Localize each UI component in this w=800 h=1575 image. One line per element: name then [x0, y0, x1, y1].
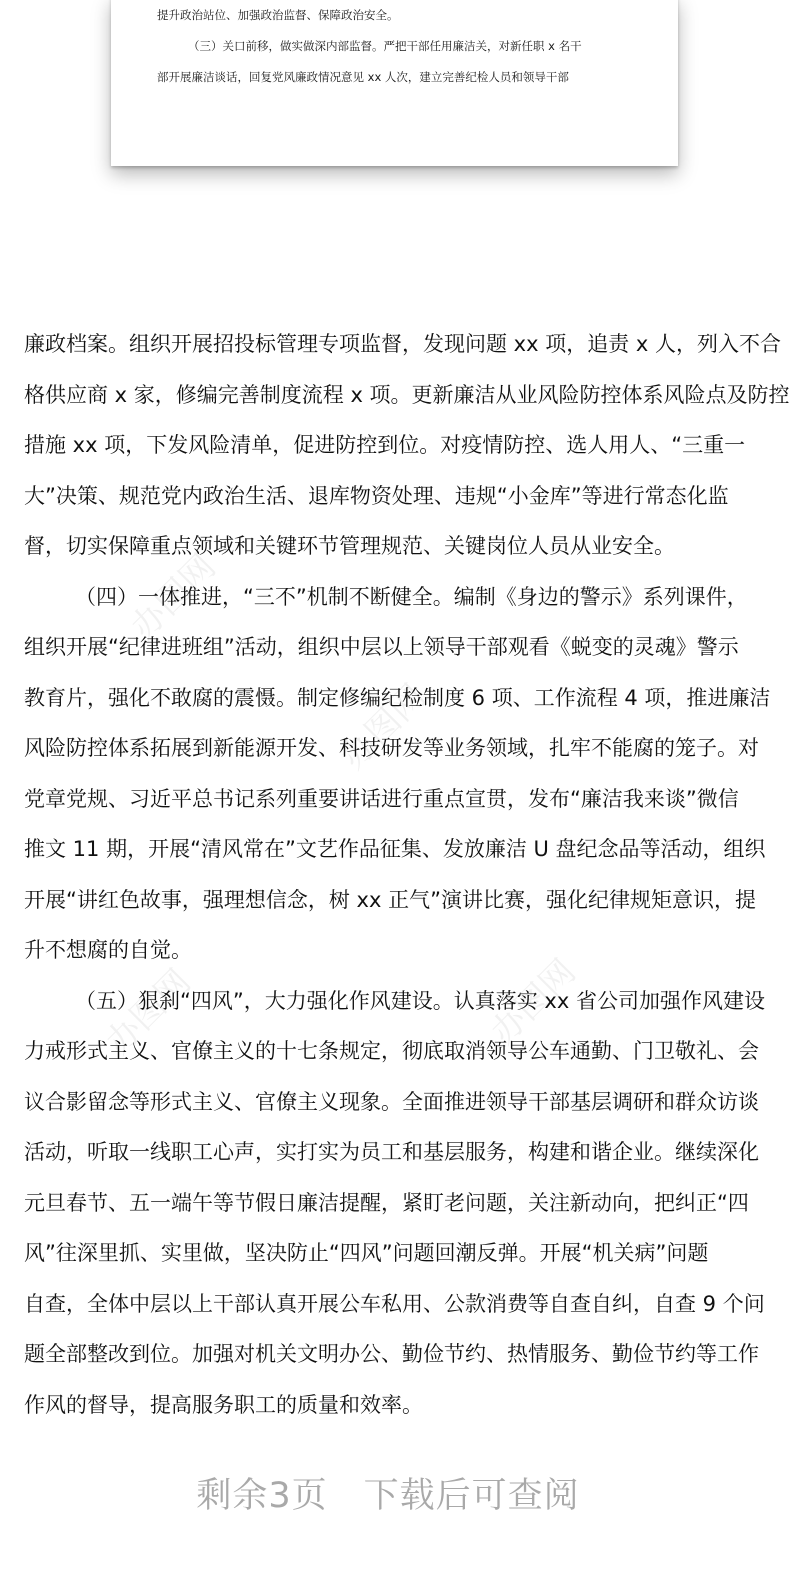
- body-line: 廉政档案。组织开展招投标管理专项监督，发现问题 xx 项，追责 x 人，列入不合: [24, 332, 781, 356]
- remaining-pages-label: 剩余3页: [196, 1476, 328, 1516]
- document-preview-card: [111, 0, 678, 166]
- body-line: 自查，全体中层以上干部认真开展公车私用、公款消费等自查自纠，自查 9 个问: [24, 1291, 765, 1316]
- download-to-view-label: 下载后可查阅: [363, 1476, 580, 1516]
- body-line: 格供应商 x 家，修编完善制度流程 x 项。更新廉洁从业风险防控体系风险点及防控: [24, 382, 790, 407]
- body-line: 元旦春节、五一端午等节假日廉洁提醒，紧盯老问题，关注新动向，把纠正“四: [24, 1190, 749, 1215]
- body-line: 力戒形式主义、官僚主义的十七条规定，彻底取消领导公车通勤、门卫敬礼、会: [24, 1039, 759, 1063]
- body-line: 作风的督导，提高服务职工的质量和效率。: [24, 1392, 423, 1417]
- body-line: 开展“讲红色故事，强理想信念，树 xx 正气”演讲比赛，强化纪律规矩意识，提: [24, 887, 756, 912]
- body-line: 督，切实保障重点领域和关键环节管理规范、关键岗位人员从业安全。: [24, 534, 675, 558]
- preview-line: （三）关口前移，做实做深内部监督。严把干部任用廉洁关，对新任职 x 名干: [188, 39, 582, 53]
- body-line: 题全部整改到位。加强对机关文明办公、勤俭节约、热情服务、勤俭节约等工作: [24, 1342, 759, 1366]
- body-line: 活动，听取一线职工心声，实打实为员工和基层服务，构建和谐企业。继续深化: [24, 1140, 759, 1164]
- preview-line: 部开展廉洁谈话，回复党风廉政情况意见 xx 人次，建立完善纪检人员和领导干部: [157, 70, 569, 84]
- watermark: 办图网: [98, 961, 199, 1063]
- preview-line: 提升政治站位、加强政治监督、保障政治安全。: [157, 8, 399, 22]
- watermark: 办图网: [123, 546, 224, 648]
- download-notice[interactable]: [0, 1468, 776, 1518]
- body-line: 推文 11 期，开展“清风常在”文艺作品征集、发放廉洁 U 盘纪念品等活动，组织: [24, 837, 766, 861]
- section-heading-line: （四）一体推进，“三不”机制不断健全。编制《身边的警示》系列课件，: [75, 584, 748, 609]
- watermark: 办图网: [483, 951, 584, 1053]
- body-line: 党章党规、习近平总书记系列重要讲话进行重点宣贯，发布“廉洁我来谈”微信: [24, 786, 739, 811]
- body-line: 风险防控体系拓展到新能源开发、科技研发等业务领域，扎牢不能腐的笼子。对: [24, 736, 759, 760]
- body-line: 升不想腐的自觉。: [24, 938, 192, 962]
- body-line: 风”往深里抓、实里做，坚决防止“四风”问题回潮反弹。开展“机关病”问题: [24, 1241, 709, 1265]
- body-line: 组织开展“纪律进班组”活动，组织中层以上领导干部观看《蜕变的灵魂》警示: [24, 635, 739, 659]
- body-line: 大”决策、规范党内政治生活、退库物资处理、违规“小金库”等进行常态化监: [24, 483, 729, 508]
- body-line: 教育片，强化不敢腐的震慑。制定修编纪检制度 6 项、工作流程 4 项，推进廉洁: [24, 685, 771, 710]
- body-line: 议合影留念等形式主义、官僚主义现象。全面推进领导干部基层调研和群众访谈: [24, 1089, 759, 1114]
- watermark: 办图网: [333, 676, 434, 778]
- section-heading-line: （五）狠刹“四风”，大力强化作风建设。认真落实 xx 省公司加强作风建设: [75, 988, 765, 1013]
- document-body: [24, 325, 790, 1436]
- body-line: 措施 xx 项，下发风险清单，促进防控到位。对疫情防控、选人用人、“三重一: [24, 433, 746, 457]
